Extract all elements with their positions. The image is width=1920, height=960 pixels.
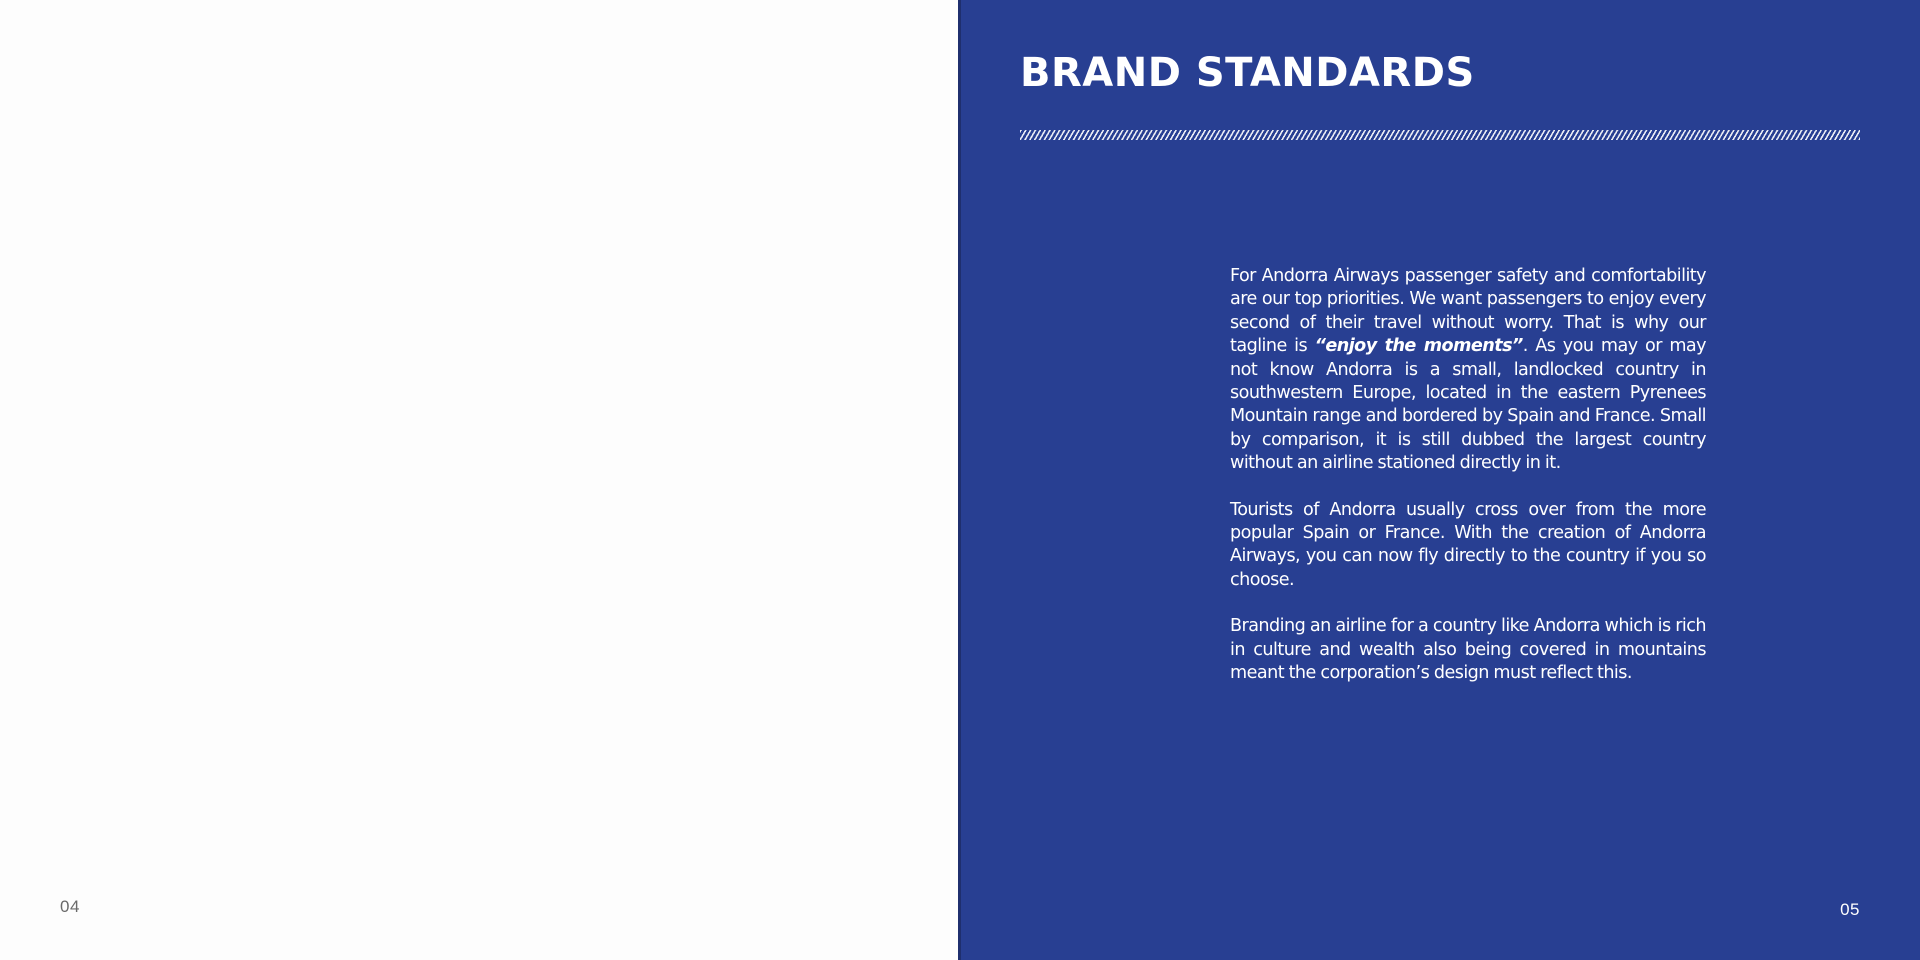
paragraph-branding: Branding an airline for a country like Andorra which is rich in culture and wealth also being covered in mountains meant the corporation’s design must reflect this. (1230, 616, 1706, 684)
right-page (960, 0, 1920, 960)
hatched-divider (1020, 130, 1860, 140)
page-title: BRAND STANDARDS (1020, 50, 1475, 96)
tagline-emphasis: “enjoy the moments” (1314, 336, 1523, 357)
paragraph-intro (1230, 265, 1706, 476)
paragraph-intro-before: For Andorra Airways passenger safety and comfortability are our top priorities. We want passengers to enjoy every second of their travel without worry. That is why our tagline is (1230, 266, 1706, 357)
paragraph-intro-after: . As you may or may not know Andorra is a small, landlocked country in southwestern Europe, located in the eastern Pyrenees Mountain range and bordered by Spain and France. Small by comparison, it is still dubbed the largest country without an airline stationed directly in it. (1230, 336, 1707, 474)
paragraph-tourists: Tourists of Andorra usually cross over from the more popular Spain or France. With the creation of Andorra Airways, you can now fly directly to the country if you so choose. (1230, 499, 1706, 590)
left-page-number: 04 (60, 897, 80, 916)
right-page-number: 05 (1840, 900, 1860, 919)
body-copy (1230, 265, 1706, 709)
page-fold (958, 0, 961, 960)
